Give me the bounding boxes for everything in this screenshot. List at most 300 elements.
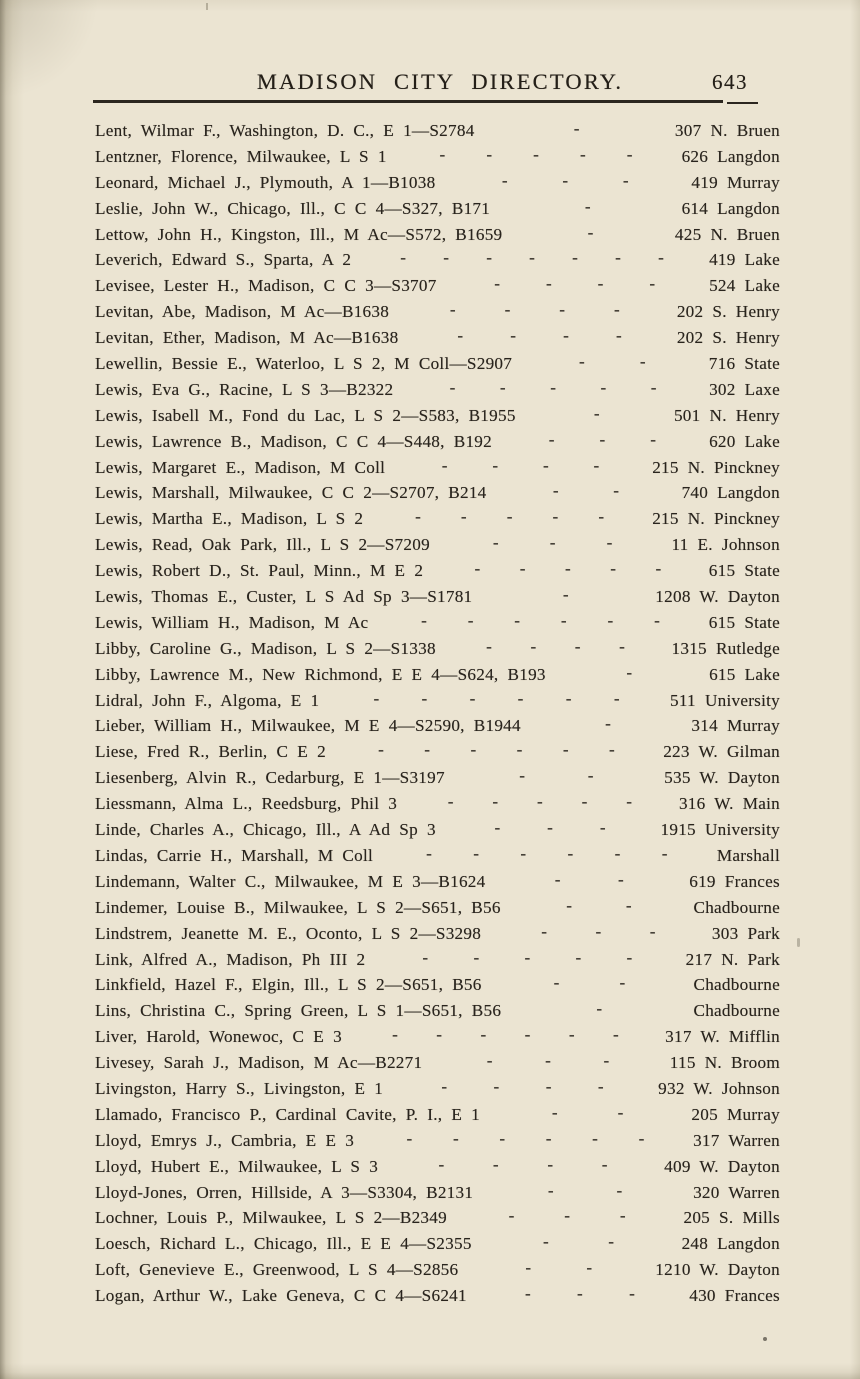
leader-dash: - [615,326,622,346]
leader-dash: - [613,688,620,708]
leader-dash: - [550,377,557,397]
entry-leader-dashes [533,713,684,739]
leader-dash: - [575,947,582,967]
leader-dash: - [595,921,602,941]
leader-dash: - [639,352,646,372]
entry-leader-dashes [459,1205,676,1231]
entry-text: Lewis, Thomas E., Custer, L S Ad Sp 3—S1781 [95,587,473,607]
entry-address: 419 Murray [691,172,780,192]
directory-entry-row [95,144,780,170]
entry-leader-dashes [524,351,701,377]
leader-dash: - [577,1284,584,1304]
entry-address: 524 Lake [709,276,780,296]
directory-entry-row [95,273,780,299]
leader-dash: - [486,248,493,268]
entry-address: 620 Lake [709,431,780,451]
entry-address: 932 W. Johnson [658,1078,780,1098]
leader-dash: - [373,688,380,708]
leader-dash: - [415,507,422,527]
leader-dash: - [586,1258,593,1278]
entry-address: 1210 W. Dayton [655,1260,780,1280]
entry-address: 307 N. Bruen [674,121,780,140]
entry-text: Levisee, Lester H., Madison, C C 3—S3707 [95,276,437,296]
entry-address: 615 State [708,561,780,581]
leader-dash: - [494,274,501,294]
leader-dash: - [553,973,560,993]
entry-text: Levitan, Ether, Madison, M Ac—B1638 [95,328,399,348]
entry-text: Lindemer, Louise B., Milwaukee, L S 2—S651, B56 [95,897,501,917]
entry-address: 716 State [708,354,780,374]
entry-address: 430 Frances [689,1286,780,1306]
entry-leader-dashes [405,377,701,403]
leader-dash: - [547,1154,554,1174]
entry-text: Liessmann, Alma L., Reedsburg, Phil 3 [95,794,398,814]
leader-dash: - [524,947,531,967]
entry-leader-dashes [470,1257,647,1283]
entry-leader-dashes [399,144,674,170]
leader-dash: - [587,766,594,786]
entry-leader-dashes [498,869,682,895]
directory-entry-row [95,1257,780,1283]
leader-dash: - [619,973,626,993]
leader-dash: - [537,792,543,812]
leader-dash: - [439,144,446,164]
leader-dash: - [617,1102,624,1122]
leader-dash: - [562,585,569,605]
entry-text: Lewis, Margaret E., Madison, M Coll [95,457,386,477]
leader-dash: - [650,377,657,397]
leader-dash: - [492,1154,499,1174]
leader-dash: - [579,352,585,372]
entry-text: Leslie, John W., Chicago, Ill., C C 4—S327, B171 [95,198,491,218]
entry-leader-dashes [513,895,686,921]
entry-text: Livingston, Harry S., Livingston, E 1 [95,1078,384,1098]
directory-entry-row [95,118,780,144]
leader-dash: - [422,947,429,967]
entry-address: 1315 Rutledge [671,638,780,658]
directory-entry-row [95,869,780,895]
leader-dash: - [520,843,527,863]
leader-dash: - [654,610,661,630]
entry-leader-dashes [380,610,700,636]
leader-dash: - [524,1284,531,1304]
entry-address: 409 W. Dayton [664,1156,780,1176]
entry-text: Lent, Wilmar F., Washington, D. C., E 1—S2784 [95,121,475,140]
entry-leader-dashes [331,688,662,714]
entry-address: 217 N. Park [685,949,780,969]
leader-dash: - [559,300,566,320]
leader-dash: - [510,326,517,346]
leader-dash: - [421,688,428,708]
leader-dash: - [443,248,450,268]
entry-leader-dashes [397,455,644,481]
leader-dash: - [567,843,574,863]
entry-leader-dashes [363,247,701,273]
entry-text: Linde, Charles A., Chicago, Ill., A Ad Sp 3 [95,820,436,840]
leader-dash: - [615,248,622,268]
leader-dash: - [492,533,499,553]
directory-entry-row [95,247,780,273]
entry-text: Lettow, John H., Kingston, Ill., M Ac—S572, B1659 [95,224,503,244]
entry-text: Llamado, Francisco P., Cardinal Cavite, P. I., E 1 [95,1104,481,1124]
ink-speck [206,3,208,10]
directory-entry-row [95,1180,780,1206]
leader-dash: - [533,144,540,164]
entry-leader-dashes [484,1231,674,1257]
leader-dash: - [562,740,569,760]
entry-address: 614 Langdon [681,198,780,218]
entry-leader-dashes [479,1283,681,1309]
leader-dash: - [441,455,448,475]
directory-entry-row [95,895,780,921]
directory-entry-row [95,584,780,610]
entry-text: Lewis, Lawrence B., Madison, C C 4—S448, B192 [95,431,492,451]
entry-text: Lochner, Louis P., Milwaukee, L S 2—B2349 [95,1208,447,1228]
directory-entry-row [95,1024,780,1050]
leader-dash: - [584,196,591,216]
directory-entry-row [95,765,780,791]
leader-dash: - [460,507,467,527]
leader-dash: - [608,740,615,760]
leader-dash: - [600,377,607,397]
directory-entries [95,118,780,1309]
entry-address: Chadbourne [693,897,780,917]
leader-dash: - [541,921,548,941]
entry-text: Lindas, Carrie H., Marshall, M Coll [95,845,374,865]
leader-dash: - [469,688,476,708]
entry-address: 511 University [670,690,780,710]
directory-entry-row [95,1128,780,1154]
entry-text: Leonard, Michael J., Plymouth, A 1—B1038 [95,172,436,192]
leader-dash: - [424,740,431,760]
entry-text: Lindemann, Walter C., Milwaukee, M E 3—B1624 [95,871,486,891]
leader-dash: - [587,222,594,242]
leader-dash: - [566,895,573,915]
entry-leader-dashes [449,273,701,299]
leader-dash: - [605,714,612,734]
entry-leader-dashes [366,1128,685,1154]
entry-address: 1208 W. Dayton [655,587,780,607]
entry-leader-dashes [390,1154,656,1180]
leader-dash: - [614,300,621,320]
leader-dash: - [542,1232,549,1252]
leader-dash: - [486,636,493,656]
directory-entry-row [95,429,780,455]
entry-address: 419 Lake [709,250,780,270]
leader-dash: - [494,818,501,838]
leader-dash: - [596,999,603,1019]
leader-dash: - [638,1128,645,1148]
leader-dash: - [619,636,626,656]
leader-dash: - [599,429,606,449]
directory-entry-row [95,351,780,377]
entry-address: 1915 University [660,820,780,840]
entry-leader-dashes [442,532,664,558]
entry-leader-dashes [502,196,673,222]
leader-dash: - [622,170,629,190]
entry-leader-dashes [558,662,701,688]
leader-dash: - [545,1076,552,1096]
leader-dash: - [486,144,493,164]
leader-dash: - [603,1051,610,1071]
directory-entry-row [95,1283,780,1309]
entry-text: Lewis, William H., Madison, M Ac [95,612,369,632]
entry-leader-dashes [377,947,677,973]
leader-dash: - [519,766,526,786]
entry-leader-dashes [457,765,656,791]
leader-dash: - [545,274,552,294]
leader-dash: - [552,507,559,527]
entry-address: 535 W. Dayton [664,768,780,788]
leader-dash: - [617,869,624,889]
leader-dash: - [514,610,521,630]
entry-text: Liesenberg, Alvin R., Cedarburg, E 1—S3197 [95,768,445,788]
entry-text: Liver, Harold, Wonewoc, C E 3 [95,1027,342,1047]
entry-leader-dashes [493,921,704,947]
directory-entry-row [95,403,780,429]
entry-leader-dashes [385,843,709,869]
entry-address: 303 Park [711,923,780,943]
leader-dash: - [504,300,511,320]
entry-address: 11 E. Johnson [671,535,780,555]
leader-dash: - [601,1154,608,1174]
leader-dash: - [378,740,385,760]
entry-text: Lidral, John F., Algoma, E 1 [95,690,320,710]
leader-dash: - [548,429,555,449]
header-rule [93,100,723,103]
leader-dash: - [592,1128,599,1148]
entry-address: 316 W. Main [678,794,780,814]
directory-entry-row [95,921,780,947]
leader-dash: - [392,1025,399,1045]
entry-text: Lieber, William H., Milwaukee, M E 4—S2590, B1944 [95,716,521,736]
entry-address: 202 S. Henry [676,328,780,348]
entry-text: Logan, Arthur W., Lake Geneva, C C 4—S6241 [95,1286,467,1306]
leader-dash: - [452,1128,459,1148]
leader-dash: - [517,688,524,708]
leader-dash: - [564,559,571,579]
entry-text: Lins, Christina C., Spring Green, L S 1—S651, B56 [95,1001,502,1021]
entry-text: Lentzner, Florence, Milwaukee, L S 1 [95,146,387,166]
leader-dash: - [506,507,513,527]
directory-entry-row [95,947,780,973]
entry-text: Levitan, Abe, Madison, M Ac—B1638 [95,302,390,322]
leader-dash: - [457,326,464,346]
entry-address: 302 Laxe [709,379,780,399]
entry-text: Link, Alfred A., Madison, Ph III 2 [95,949,366,969]
leader-dash: - [565,688,572,708]
entry-text: Libby, Caroline G., Madison, L S 2—S1338 [95,638,436,658]
entry-leader-dashes [514,222,667,248]
entry-text: Livesey, Sarah J., Madison, M Ac—B2271 [95,1053,423,1073]
leader-dash: - [626,144,633,164]
directory-entry-row [95,196,780,222]
entry-address: 115 N. Broom [669,1053,780,1073]
leader-dash: - [400,248,407,268]
leader-dash: - [593,455,600,475]
entry-address: 248 Langdon [681,1234,780,1254]
entry-leader-dashes [487,118,667,144]
leader-dash: - [572,248,579,268]
leader-dash: - [547,818,554,838]
leader-dash: - [612,1025,619,1045]
leader-dash: - [581,792,588,812]
leader-dash: - [649,921,656,941]
leader-dash: - [658,248,665,268]
directory-entry-row [95,843,780,869]
leader-dash: - [519,559,526,579]
entry-address: 314 Murray [691,716,780,736]
leader-dash: - [529,248,536,268]
entry-text: Liese, Fred R., Berlin, C E 2 [95,742,326,762]
entry-address: 501 N. Henry [673,405,780,425]
leader-dash: - [606,533,613,553]
directory-entry-row [95,506,780,532]
entry-address: 223 W. Gilman [663,742,780,762]
leader-dash: - [597,1076,604,1096]
leader-dash: - [470,740,477,760]
entry-address: 615 Lake [709,664,780,684]
leader-dash: - [568,1025,575,1045]
ink-speck [763,1337,767,1341]
directory-entry-row [95,610,780,636]
leader-dash: - [625,895,632,915]
leader-dash: - [524,1025,531,1045]
entry-leader-dashes [448,636,664,662]
entry-address: 215 N. Pinckney [652,509,780,529]
leader-dash: - [607,610,614,630]
leader-dash: - [508,1206,515,1226]
directory-entry-row [95,532,780,558]
directory-entry-row [95,222,780,248]
entry-text: Lewis, Robert D., St. Paul, Minn., M E 2 [95,561,424,581]
leader-dash: - [406,1128,413,1148]
leader-dash: - [574,636,581,656]
leader-dash: - [545,1128,552,1148]
entry-leader-dashes [485,1180,685,1206]
directory-entry-row [95,1205,780,1231]
leader-dash: - [449,377,456,397]
directory-entry-row [95,1050,780,1076]
leader-dash: - [619,1206,626,1226]
entry-leader-dashes [528,403,666,429]
leader-dash: - [492,792,499,812]
leader-dash: - [492,455,499,475]
directory-entry-row [95,998,780,1024]
leader-dash: - [473,843,480,863]
leader-dash: - [650,429,657,449]
entry-address: Marshall [716,845,780,865]
entry-address: 317 Warren [693,1130,780,1150]
entry-text: Lewis, Martha E., Madison, L S 2 [95,509,364,529]
leader-dash: - [626,792,633,812]
entry-text: Libby, Lawrence M., New Richmond, E E 4—S624, B193 [95,664,546,684]
leader-dash: - [480,1025,487,1045]
leader-dash: - [610,559,617,579]
entry-text: Loft, Genevieve E., Greenwood, L S 4—S2856 [95,1260,459,1280]
leader-dash: - [562,170,569,190]
leader-dash: - [438,1154,445,1174]
leader-dash: - [597,274,604,294]
page-title: MADISON CITY DIRECTORY. [256,69,624,94]
entry-leader-dashes [492,1102,683,1128]
entry-address: Chadbourne [693,1001,780,1021]
entry-text: Lewis, Isabell M., Fond du Lac, L S 2—S583, B1955 [95,405,516,425]
directory-entry-row [95,170,780,196]
leader-dash: - [552,481,559,501]
leader-dash: - [499,377,506,397]
directory-entry-row [95,636,780,662]
leader-dash: - [613,481,620,501]
entry-address: 205 Murray [691,1104,780,1124]
entry-address: 202 S. Henry [676,302,780,322]
leader-dash: - [608,1232,615,1252]
leader-dash: - [473,947,480,967]
leader-dash: - [661,843,668,863]
directory-entry-row [95,455,780,481]
directory-entry-row [95,325,780,351]
directory-entry-row [95,1076,780,1102]
leader-dash: - [530,636,537,656]
directory-entry-row [95,1231,780,1257]
entry-text: Lindstrem, Jeanette M. E., Oconto, L S 2—S3298 [95,923,482,943]
entry-leader-dashes [504,429,701,455]
entry-leader-dashes [513,998,685,1024]
leader-dash: - [447,792,454,812]
ink-speck [797,938,800,947]
entry-address: 425 N. Bruen [674,224,780,244]
entry-text: Linkfield, Hazel F., Elgin, Ill., L S 2—S651, B56 [95,975,482,995]
leader-dash: - [501,170,508,190]
entry-text: Leverich, Edward S., Sparta, A 2 [95,250,352,270]
entry-leader-dashes [338,739,655,765]
entry-text: Lloyd, Emrys J., Cambria, E E 3 [95,1130,355,1150]
entry-text: Lewellin, Bessie E., Waterloo, L S 2, M Coll—S2907 [95,354,513,374]
directory-entry-row [95,662,780,688]
entry-text: Lewis, Eva G., Racine, L S 3—B2322 [95,379,394,399]
entry-address: 205 S. Mills [683,1208,780,1228]
directory-entry-row [95,972,780,998]
leader-dash: - [486,1051,493,1071]
leader-dash: - [593,403,600,423]
directory-entry-row [95,739,780,765]
entry-leader-dashes [395,1076,650,1102]
leader-dash: - [626,947,633,967]
directory-entry-row [95,480,780,506]
entry-leader-dashes [447,170,683,196]
entry-address: Chadbourne [693,975,780,995]
leader-dash: - [564,1206,571,1226]
entry-leader-dashes [435,558,701,584]
leader-dash: - [493,1076,500,1096]
header-rule-segment [727,102,758,104]
directory-entry-row [95,1154,780,1180]
leader-dash: - [449,300,456,320]
directory-entry-row [95,299,780,325]
entry-address: 615 State [708,612,780,632]
entry-leader-dashes [354,1024,657,1050]
entry-text: Loesch, Richard L., Chicago, Ill., E E 4—S2355 [95,1234,472,1254]
leader-dash: - [616,1180,623,1200]
leader-dash: - [542,455,549,475]
page-number: 643 [712,70,748,94]
entry-leader-dashes [448,817,653,843]
leader-dash: - [474,559,481,579]
entry-address: 619 Frances [689,871,780,891]
entry-leader-dashes [499,480,674,506]
leader-dash: - [441,1076,448,1096]
leader-dash: - [599,818,606,838]
